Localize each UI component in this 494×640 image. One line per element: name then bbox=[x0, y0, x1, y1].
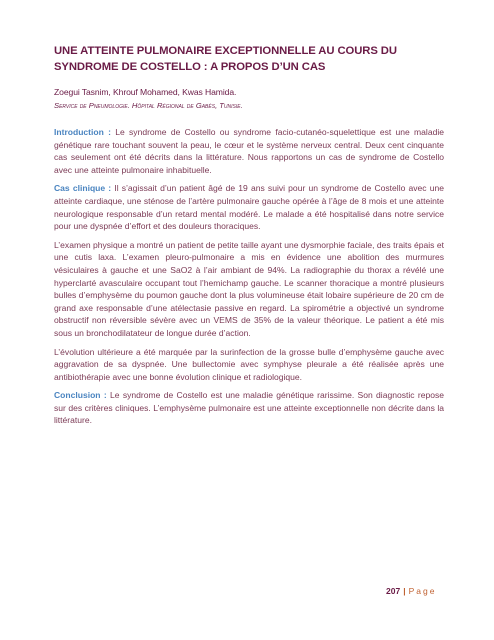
section-heading-conclusion: Conclusion : bbox=[54, 390, 107, 401]
paragraph-evolution bbox=[54, 346, 444, 384]
section-heading-cas-clinique: Cas clinique : bbox=[54, 183, 112, 194]
page-footer bbox=[386, 586, 436, 596]
page-label: Page bbox=[408, 586, 437, 596]
author-list: Zoegui Tasnim, Khrouf Mohamed, Kwas Hamida. bbox=[54, 87, 237, 97]
paragraph-conclusion bbox=[54, 389, 444, 427]
abstract-body bbox=[54, 126, 444, 433]
page-number: 207 bbox=[386, 586, 401, 596]
paragraph-text: L’examen physique a montré un patient de petite taille ayant une dysmorphie faciale, des traits épais et une cutis laxa. L’examen pleuro-pulmonaire a mis en évidence une abolition des murmures vésiculaires à gauche et une SaO2 à l’air ambiant de 94%. La radiographie du thorax a révélé une hyperclarté avasculaire occupant tout l’hemichamp gauche. Le scanner thoracique a montré plusieurs bulles d’emphysème du poumon gauche dont la plus volumineuse était lobaire supérieure de 20 cm de grand axe responsable d’une atélectasie passive en regard. La spirométrie a objectivé un syndrome obstructif non réversible sévère avec un VEMS de 35% de la valeur théorique. Le patient a été mis sous un bronchodilatateur de longue durée d’action. bbox=[54, 239, 444, 338]
footer-separator: | bbox=[403, 586, 406, 596]
paragraph-text: Le syndrome de Costello est une maladie génétique rarissime. Son diagnostic repose sur des critères cliniques. L’emphysème pulmonaire est une atteinte exceptionnelle non décrite dans la littérature. bbox=[54, 390, 444, 426]
section-heading-introduction: Introduction : bbox=[54, 127, 111, 137]
paragraph-examen bbox=[54, 239, 444, 340]
paragraph-text: Le syndrome de Costello ou syndrome facio-cutanéo-squelettique est une maladie génétique rare touchant souvent la peau, le cœur et le système nerveux central. Deux cent cinquante cas seulement ont été décrits dans la littérature. Nous rapportons un cas de syndrome de Costello avec une atteinte pulmonaire inhabituelle. bbox=[54, 127, 444, 175]
article-title: UNE ATTEINTE PULMONAIRE EXCEPTIONNELLE AU COURS DU SYNDROME DE COSTELLO : A PROPOS D’UN CAS bbox=[54, 45, 397, 73]
paragraph-text: L’évolution ultérieure a été marquée par la surinfection de la grosse bulle d’emphysème gauche avec aggravation de sa dyspnée. Une bullectomie avec symphyse pleurale a été réalisée après une antibiothérapie avec une bonne évolution clinique et radiologique. bbox=[54, 346, 444, 382]
affiliation: Service de Pneumologie. Hôpital Régional de Gabès, Tunisie. bbox=[54, 101, 243, 110]
paragraph-text: Il s’agissait d’un patient âgé de 19 ans suivi pour un syndrome de Costello avec une atteinte cardiaque, une sténose de l’artère pulmonaire gauche opérée à l’âge de 8 mois et une atteinte neurologique responsable d’un retard mental modéré. Le malade a été hospitalisé dans notre service pour une dyspnée d’effort et des douleurs thoraciques. bbox=[54, 183, 444, 232]
paragraph-cas-clinique bbox=[54, 182, 444, 232]
paragraph-introduction bbox=[54, 126, 444, 176]
